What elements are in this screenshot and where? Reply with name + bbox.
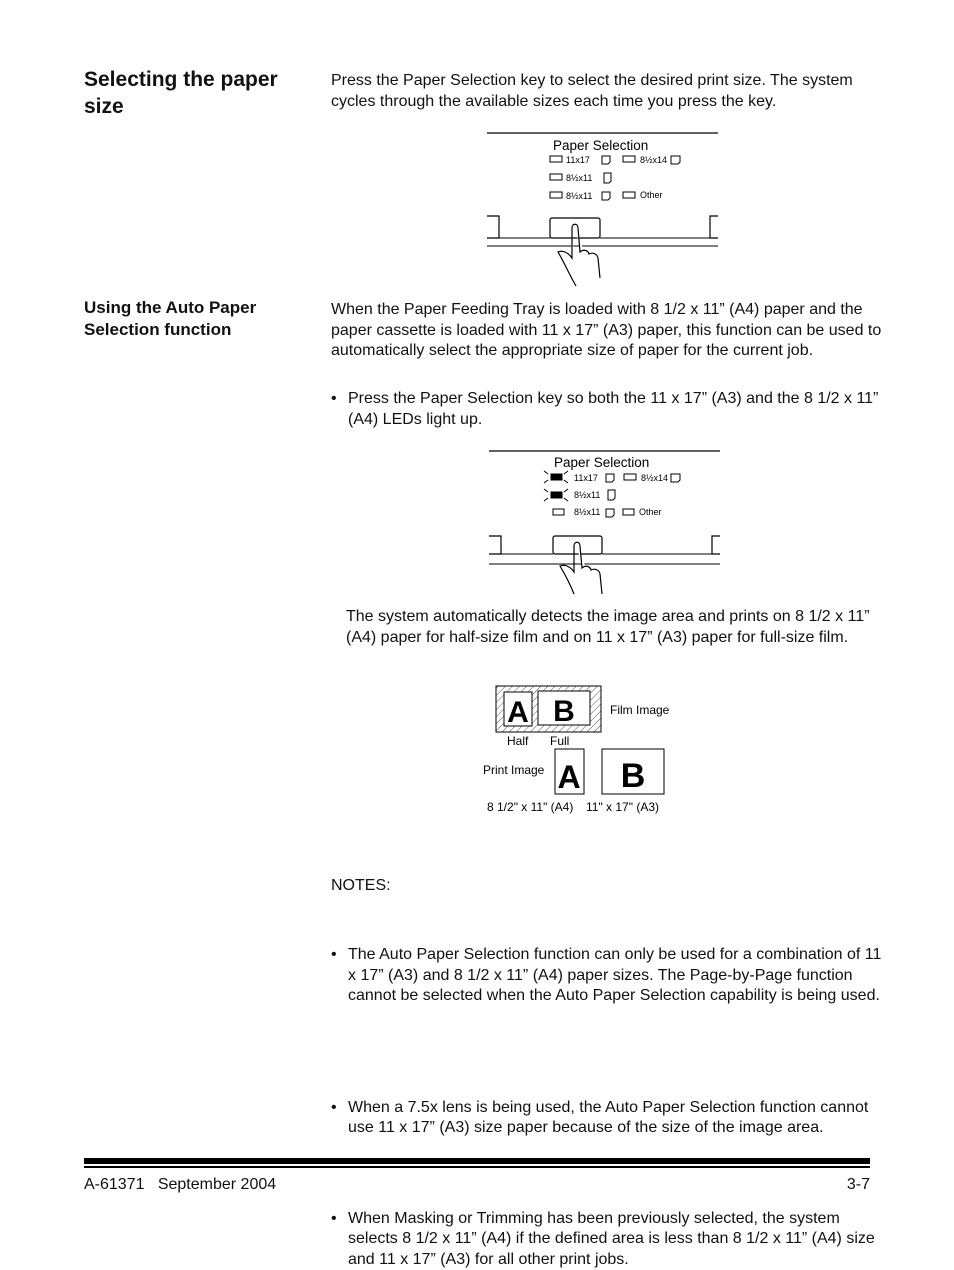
svg-text:11x17: 11x17 — [574, 473, 598, 483]
section-heading-auto-paper: Using the Auto Paper Selection function — [84, 297, 314, 341]
film-print-image-figure — [480, 683, 690, 818]
svg-text:8½x11: 8½x11 — [574, 490, 600, 500]
label-other: Other — [640, 190, 663, 200]
size-a4-label: 8 1/2" x 11" (A4) — [487, 800, 573, 814]
svg-text:Other: Other — [639, 507, 662, 517]
section-heading-paper-size: Selecting the paper size — [84, 66, 314, 120]
footer-doc-id: A-61371 September 2004 — [84, 1176, 276, 1194]
note-item: • When a 7.5x lens is being used, the Auto Paper Selection function cannot use 11 x 17” (A3) size paper because of the size of the image area. — [331, 1098, 893, 1139]
print-letter-a: A — [557, 759, 580, 795]
label-85x11-a: 8½x11 — [566, 173, 592, 183]
svg-text:8½x14: 8½x14 — [641, 473, 668, 483]
paper-selection-leds-figure — [486, 444, 726, 596]
full-label: Full — [550, 734, 569, 748]
auto-detect-paragraph: The system automatically detects the image area and prints on 8 1/2 x 11” (A4) paper for half-size film and on 11 x 17” (A3) paper for full-size film. — [346, 607, 886, 648]
footer-rule-thin — [84, 1166, 870, 1168]
label-85x11-b: 8½x11 — [566, 191, 592, 201]
print-image-label: Print Image — [483, 763, 545, 777]
panel-title-2: Paper Selection — [554, 455, 649, 470]
paper-size-paragraph: Press the Paper Selection key to select the desired print size. The system cycles through the available sizes each time you press the key. — [331, 71, 891, 112]
led-bullet: • Press the Paper Selection key so both the 11 x 17” (A3) and the 8 1/2 x 11” (A4) LEDs light up. — [331, 389, 908, 430]
led-11x17-lit — [551, 474, 562, 480]
paper-selection-panel-figure — [484, 128, 724, 288]
film-letter-b: B — [553, 695, 575, 728]
note-item: • The Auto Paper Selection function can only be used for a combination of 11 x 17” (A3) and 8 1/2 x 11” (A4) paper sizes. The Page-by-Page function cannot be selected when the Auto Paper Selection capability is being used. — [331, 945, 893, 1007]
led-85x11-lit — [551, 492, 562, 498]
svg-text:8½x11: 8½x11 — [574, 507, 600, 517]
half-label: Half — [507, 734, 529, 748]
panel-title: Paper Selection — [553, 138, 648, 153]
label-11x17: 11x17 — [566, 155, 590, 165]
print-letter-b: B — [621, 757, 646, 795]
size-a3-label: 11" x 17" (A3) — [586, 800, 659, 814]
film-letter-a: A — [507, 696, 529, 729]
note-item: • When Masking or Trimming has been previously selected, the system selects 8 1/2 x 11” (A4) if the defined area is less than 8 1/2 x 11” (A4) size and 11 x 17” (A3) for all other print jobs. — [331, 1209, 893, 1270]
auto-paper-paragraph: When the Paper Feeding Tray is loaded with 8 1/2 x 11” (A4) paper and the paper cassette is loaded with 11 x 17” (A3) paper, this function can be used to automatically select the appropriate size of paper for the current job. — [331, 300, 891, 362]
film-image-label: Film Image — [610, 703, 670, 717]
notes-title: NOTES: — [331, 876, 891, 897]
footer-rule-thick — [84, 1158, 870, 1164]
footer-page-number: 3-7 — [847, 1176, 870, 1194]
label-85x14: 8½x14 — [640, 155, 667, 165]
